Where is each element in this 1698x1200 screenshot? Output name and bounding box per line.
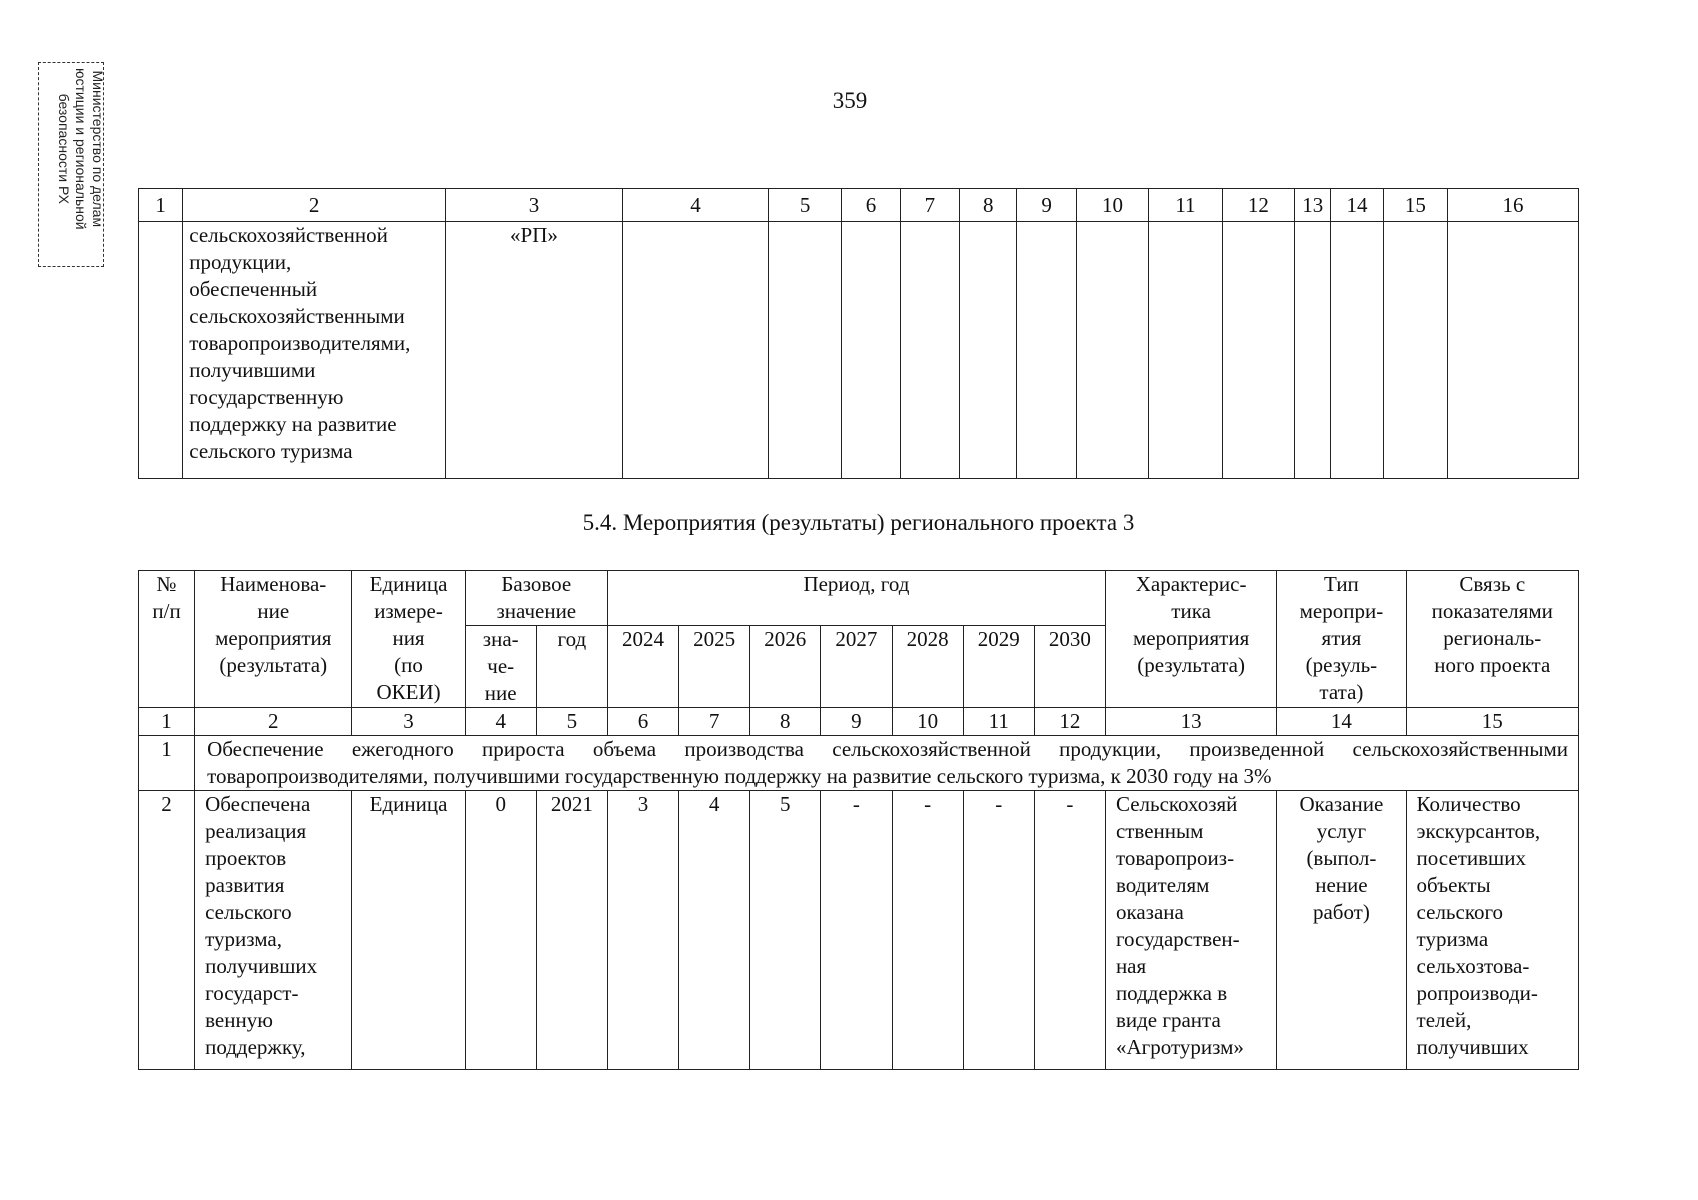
table-cell: [1448, 222, 1579, 479]
header-unit: Единица измере- ния (по ОКЕИ): [352, 571, 465, 708]
column-number: 10: [892, 708, 963, 736]
page-number: 359: [832, 88, 868, 113]
indicator-link: Количество экскурсантов, посетивших объекты сельского туризма сельхозтова- ропроизводи- телей, получивших: [1406, 791, 1578, 1070]
header-year: 2024: [607, 626, 678, 708]
year-value: -: [963, 791, 1034, 1070]
header-cell: 3: [445, 189, 622, 222]
year-value: -: [821, 791, 892, 1070]
year-value: -: [892, 791, 963, 1070]
ministry-stamp: [55, 68, 106, 230]
table-row: [139, 736, 1579, 791]
header-type: Тип меропри- ятия (резуль- тата): [1277, 571, 1406, 708]
column-number: 9: [821, 708, 892, 736]
base-year: 2021: [536, 791, 607, 1070]
header-cell: 13: [1295, 189, 1331, 222]
stamp-line: Министерство по делам: [90, 70, 106, 228]
header-cell: 2: [183, 189, 446, 222]
table-cell: [1331, 222, 1383, 479]
column-number: 13: [1105, 708, 1276, 736]
column-number: 8: [750, 708, 821, 736]
table-cell: [1076, 222, 1148, 479]
header-cell: 7: [900, 189, 959, 222]
header-characteristic: Характерис- тика мероприятия (результата): [1105, 571, 1276, 708]
table-cell: [1017, 222, 1076, 479]
table-cell: [960, 222, 1017, 479]
measure-name: Обеспечена реализация проектов развития сельского туризма, получивших государст- венную поддержку,: [195, 791, 352, 1070]
table-cell: [139, 222, 183, 479]
header-cell: 16: [1448, 189, 1579, 222]
indicator-name-cell: сельскохозяйственной продукции, обеспеченный сельскохозяйственными товаропроизводителями, получившими государственную поддержку на развитие сельского туризма: [183, 222, 446, 479]
header-measure-name: Наименова- ние мероприятия (результата): [195, 571, 352, 708]
header-base-value-value: зна- че- ние: [465, 626, 536, 708]
table-cell: [1295, 222, 1331, 479]
measure-type: Оказание услуг (выпол- нение работ): [1277, 791, 1406, 1070]
table-cell: [1149, 222, 1222, 479]
year-value: 4: [679, 791, 750, 1070]
table-cell: [1383, 222, 1447, 479]
header-year: 2029: [963, 626, 1034, 708]
header-base-value: Базовое значение: [465, 571, 607, 626]
column-number: 4: [465, 708, 536, 736]
table-cell: [768, 222, 841, 479]
table-row: [139, 791, 1579, 1070]
measure-unit: Единица: [352, 791, 465, 1070]
header-period: Период, год: [607, 571, 1105, 626]
year-value: -: [1034, 791, 1105, 1070]
header-cell: 9: [1017, 189, 1076, 222]
table-cell: [900, 222, 959, 479]
table-row: [139, 222, 1579, 479]
header-cell: 5: [768, 189, 841, 222]
section-title: 5.4. Мероприятия (результаты) регионального проекта 3: [582, 510, 1135, 535]
header-cell: 4: [623, 189, 769, 222]
column-numbers-row: [139, 708, 1579, 736]
header-base-value-year: год: [536, 626, 607, 708]
base-value: 0: [465, 791, 536, 1070]
stamp-line: юстиции и региональной: [73, 68, 89, 230]
column-number: 5: [536, 708, 607, 736]
header-cell: 10: [1076, 189, 1148, 222]
continuation-table: [138, 188, 1579, 479]
header-cell: 6: [842, 189, 900, 222]
column-number: 6: [607, 708, 678, 736]
table-cell: [1222, 222, 1294, 479]
column-number: 15: [1406, 708, 1578, 736]
column-number: 1: [139, 708, 195, 736]
header-link: Связь с показателями региональ- ного проекта: [1406, 571, 1578, 708]
column-number: 12: [1034, 708, 1105, 736]
table2-header-row: [139, 571, 1579, 626]
header-cell: 14: [1331, 189, 1383, 222]
header-year: 2028: [892, 626, 963, 708]
measures-table: [138, 570, 1579, 1070]
column-number: 11: [963, 708, 1034, 736]
table-cell: [623, 222, 769, 479]
task-description: Обеспечение ежегодного прироста объема производства сельскохозяйственной продукции, произведенной сельскохозяйственными товаропроизводителями, получившими государственную поддержку на развитие сельского туризма, к 2030 году на 3%: [195, 736, 1579, 791]
header-cell: 12: [1222, 189, 1294, 222]
measure-characteristic: Сельскохозяй ственным товаропроиз- водителям оказана государствен- ная поддержка в виде гранта «Агротуризм»: [1105, 791, 1276, 1070]
table1-header-row: [139, 189, 1579, 222]
header-cell: 11: [1149, 189, 1222, 222]
header-number: № п/п: [139, 571, 195, 708]
column-number: 3: [352, 708, 465, 736]
header-year: 2030: [1034, 626, 1105, 708]
stamp-line: безопасности РХ: [56, 93, 72, 205]
column-number: 7: [679, 708, 750, 736]
header-cell: 1: [139, 189, 183, 222]
row-number: 2: [139, 791, 195, 1070]
column-number: 14: [1277, 708, 1406, 736]
header-year: 2026: [750, 626, 821, 708]
header-year: 2027: [821, 626, 892, 708]
indicator-level-cell: «РП»: [445, 222, 622, 479]
year-value: 3: [607, 791, 678, 1070]
row-number: 1: [139, 736, 195, 791]
year-value: 5: [750, 791, 821, 1070]
column-number: 2: [195, 708, 352, 736]
table-cell: [842, 222, 900, 479]
header-cell: 15: [1383, 189, 1447, 222]
header-cell: 8: [960, 189, 1017, 222]
header-year: 2025: [679, 626, 750, 708]
